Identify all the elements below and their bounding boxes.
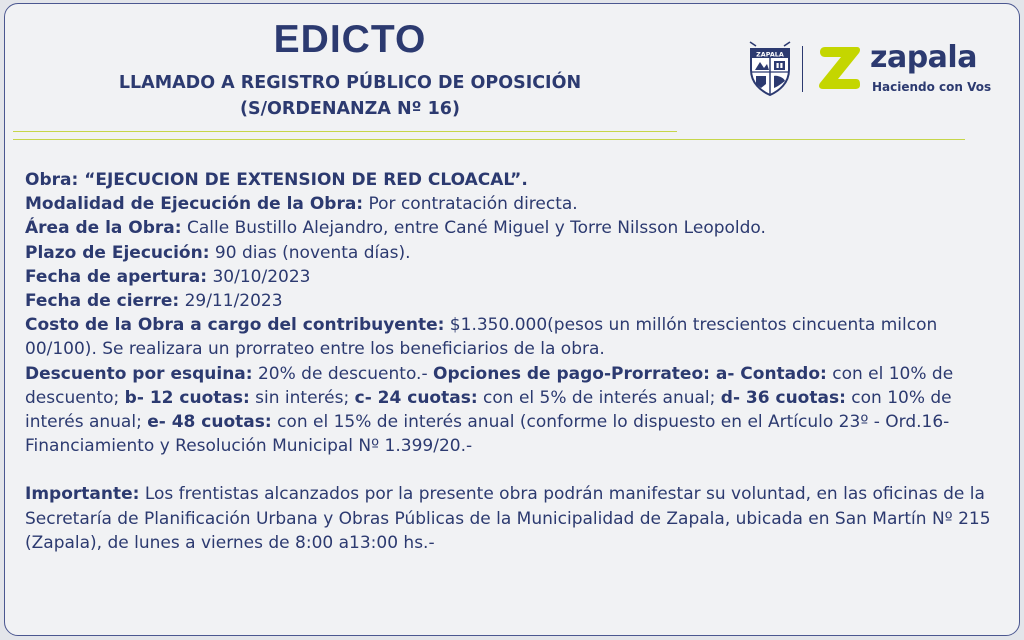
importante-paragraph [25,482,1000,555]
opcion-b-label: b- 12 cuotas: [124,387,250,408]
importante-value: Los frentistas alcanzados por la presente obra podrán manifestar su voluntad, en las oficinas de la Secretaría de Planificación Urbana y Obras Públicas de la Municipalidad de Zapala, ubicada en San Martín Nº 215 (Zapala), de lunes a viernes de 8:00 a13:00 hs.- [25,484,991,553]
cierre-line [25,289,1000,313]
zapala-z-logo-icon [814,43,864,93]
costo-paragraph [25,313,1000,361]
area-line [25,216,1000,240]
paragraph-spacer [25,458,1000,482]
apertura-line [25,265,1000,289]
area-label: Área de la Obra: [25,218,182,239]
divider-short [13,131,677,132]
descuento-label: Descuento por esquina: [25,363,253,384]
area-value: Calle Bustillo Alejandro, entre Cané Miguel y Torre Nilsson Leopoldo. [181,218,766,239]
cierre-value: 29/11/2023 [179,291,283,312]
importante-label: Importante: [25,484,140,505]
apertura-value: 30/10/2023 [207,266,311,287]
subtitle-line-1: LLAMADO A REGISTRO PÚBLICO DE OPOSICIÓN [118,73,582,93]
subtitle-line-2: (S/ORDENANZA Nº 16) [240,99,460,119]
modalidad-line [25,192,1000,216]
logo-divider [802,46,803,92]
opcion-d-label: d- 36 cuotas: [720,387,846,408]
page-title: EDICTO [273,18,427,61]
brand-tagline: Haciendo con Vos [872,80,992,94]
costo-value: $1.350.000(pesos un millón trescientos cincuenta milcon 00/100). Se realizara un prorrateo entre los beneficiarios de la obra. [25,315,938,360]
modalidad-label: Modalidad de Ejecución de la Obra: [25,194,364,215]
descuento-value: 20% de descuento.- [252,363,433,384]
edict-body [25,168,1000,555]
opciones-label: Opciones de pago-Prorrateo: a- Contado: [433,363,827,384]
costo-label: Costo de la Obra a cargo del contribuyente: [25,315,445,336]
opcion-e-label: e- 48 cuotas: [147,412,272,433]
opcion-c-label: c- 24 cuotas: [354,387,478,408]
opcion-b-value: sin interés; [249,387,355,408]
divider-long [13,139,965,140]
descuento-paragraph [25,362,1000,459]
opcion-d-value: con 10% de interés anual; [25,387,952,433]
shield-label: ZAPALA [756,50,784,59]
brand-name: zapala [870,40,977,75]
page-subtitle [0,70,700,122]
obra-line [25,168,1000,192]
cierre-label: Fecha de cierre: [25,291,180,312]
modalidad-value: Por contratación directa. [363,194,578,215]
plazo-line [25,241,1000,265]
plazo-value: 90 dias (noventa días). [209,242,411,263]
apertura-label: Fecha de apertura: [25,266,208,287]
plazo-label: Plazo de Ejecución: [25,242,210,263]
municipal-shield-icon [748,40,792,96]
opcion-a-value: con el 10% de descuento; [25,363,954,408]
opcion-c-value: con el 5% de interés anual; [477,387,721,408]
opcion-e-value: con el 15% de interés anual (conforme lo dispuesto en el Artículo 23º - Ord.16- Financiamiento y Resolución Municipal Nº 1.399/20.- [25,412,950,457]
obra-title: Obra: “EJECUCION DE EXTENSION DE RED CLOACAL”. [25,170,528,190]
